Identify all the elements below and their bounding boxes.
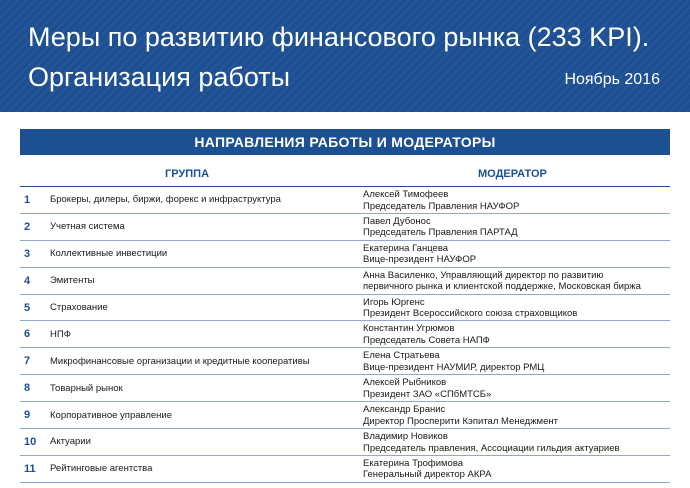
page-subtitle: Организация работы xyxy=(28,62,291,92)
row-number: 9 xyxy=(24,409,31,422)
moderator-title: Генеральный директор АКРА xyxy=(363,469,492,481)
moderator-cell xyxy=(363,350,544,373)
moderator-name: Алексей Рыбников xyxy=(363,377,447,389)
moderator-title: Президент Всероссийского союза страховщиков xyxy=(363,308,578,320)
column-header-moderator: МОДЕРАТОР xyxy=(478,168,547,180)
moderator-cell xyxy=(363,323,490,346)
moderator-cell xyxy=(363,270,641,293)
row-number: 8 xyxy=(24,382,31,395)
moderator-cell xyxy=(363,377,491,400)
table-row xyxy=(20,375,670,402)
group-name: Эмитенты xyxy=(50,275,95,287)
group-name: Рейтинговые агентства xyxy=(50,463,153,475)
row-number: 11 xyxy=(24,462,36,475)
table-row xyxy=(20,321,670,348)
table-row xyxy=(20,429,670,456)
section-title: НАПРАВЛЕНИЯ РАБОТЫ И МОДЕРАТОРЫ xyxy=(20,129,670,155)
moderator-title: Председатель Правления ПАРТАД xyxy=(363,227,518,239)
moderator-name: Павел Дубонос xyxy=(363,215,431,227)
moderator-title: Вице-президент НАУФОР xyxy=(363,254,477,266)
column-header-group: ГРУППА xyxy=(165,168,210,180)
group-name: Корпоративное управление xyxy=(50,409,172,421)
table-row xyxy=(20,456,670,483)
moderator-title: первичного рынка и клиентской поддержке, Московская биржа xyxy=(363,281,641,293)
moderator-name: Екатерина Ганцева xyxy=(363,242,449,254)
group-name: Учетная система xyxy=(50,221,125,233)
group-name: Актуарии xyxy=(50,436,91,448)
moderator-title: Председатель Совета НАПФ xyxy=(363,334,490,346)
row-number: 4 xyxy=(24,274,31,287)
moderator-cell xyxy=(363,189,519,212)
moderator-name: Елена Стратьева xyxy=(363,350,440,362)
moderator-name: Александр Бранис xyxy=(363,404,446,416)
group-name: Страхование xyxy=(50,302,108,313)
moderator-cell xyxy=(363,458,491,481)
page-title: Меры по развитию финансового рынка (233 KPI). xyxy=(28,22,650,52)
group-name: НПФ xyxy=(50,328,71,340)
moderators-table xyxy=(20,186,670,483)
moderator-title: Председатель правления, Ассоциации гильдия актуариев xyxy=(363,442,620,454)
moderator-cell xyxy=(363,404,558,427)
row-number: 3 xyxy=(24,247,31,260)
moderator-title: Вице-президент НАУМИР, директор РМЦ xyxy=(363,361,545,373)
group-name: Брокеры, дилеры, биржи, форекс и инфраструктура xyxy=(50,194,281,206)
row-number: 1 xyxy=(24,193,31,206)
table-row xyxy=(20,241,670,268)
moderator-cell xyxy=(363,243,476,266)
table-row xyxy=(20,214,670,241)
moderator-title: Директор Просперити Кэпитал Менеджмент xyxy=(363,415,558,427)
moderator-cell xyxy=(363,297,577,320)
moderator-cell xyxy=(363,431,620,454)
table-row xyxy=(20,187,670,214)
moderator-title: Председатель Правления НАУФОР xyxy=(363,200,520,212)
date-label: Ноябрь 2016 xyxy=(564,71,660,88)
moderator-cell xyxy=(363,216,518,239)
group-name: Микрофинансовые организации и кредитные кооперативы xyxy=(50,355,310,367)
moderator-name: Игорь Юргенс xyxy=(363,296,425,308)
row-number: 5 xyxy=(24,301,31,314)
moderator-name: Анна Василенко, Управляющий директор по развитию xyxy=(363,269,604,281)
table-row xyxy=(20,268,670,295)
row-number: 10 xyxy=(24,435,37,448)
moderator-name: Константин Угрюмов xyxy=(363,323,455,335)
header-banner xyxy=(0,0,690,112)
group-name: Коллективные инвестиции xyxy=(50,248,168,260)
table-row xyxy=(20,348,670,375)
moderator-name: Владимир Новиков xyxy=(363,431,448,443)
row-number: 7 xyxy=(24,355,31,368)
table-row xyxy=(20,402,670,429)
group-name: Товарный рынок xyxy=(50,382,123,394)
row-number: 6 xyxy=(24,328,31,341)
table-row xyxy=(20,295,670,322)
moderator-title: Президент ЗАО «СПбМТСБ» xyxy=(363,388,492,400)
moderator-name: Алексей Тимофеев xyxy=(363,189,449,200)
moderator-name: Екатерина Трофимова xyxy=(363,457,464,469)
row-number: 2 xyxy=(24,220,31,233)
